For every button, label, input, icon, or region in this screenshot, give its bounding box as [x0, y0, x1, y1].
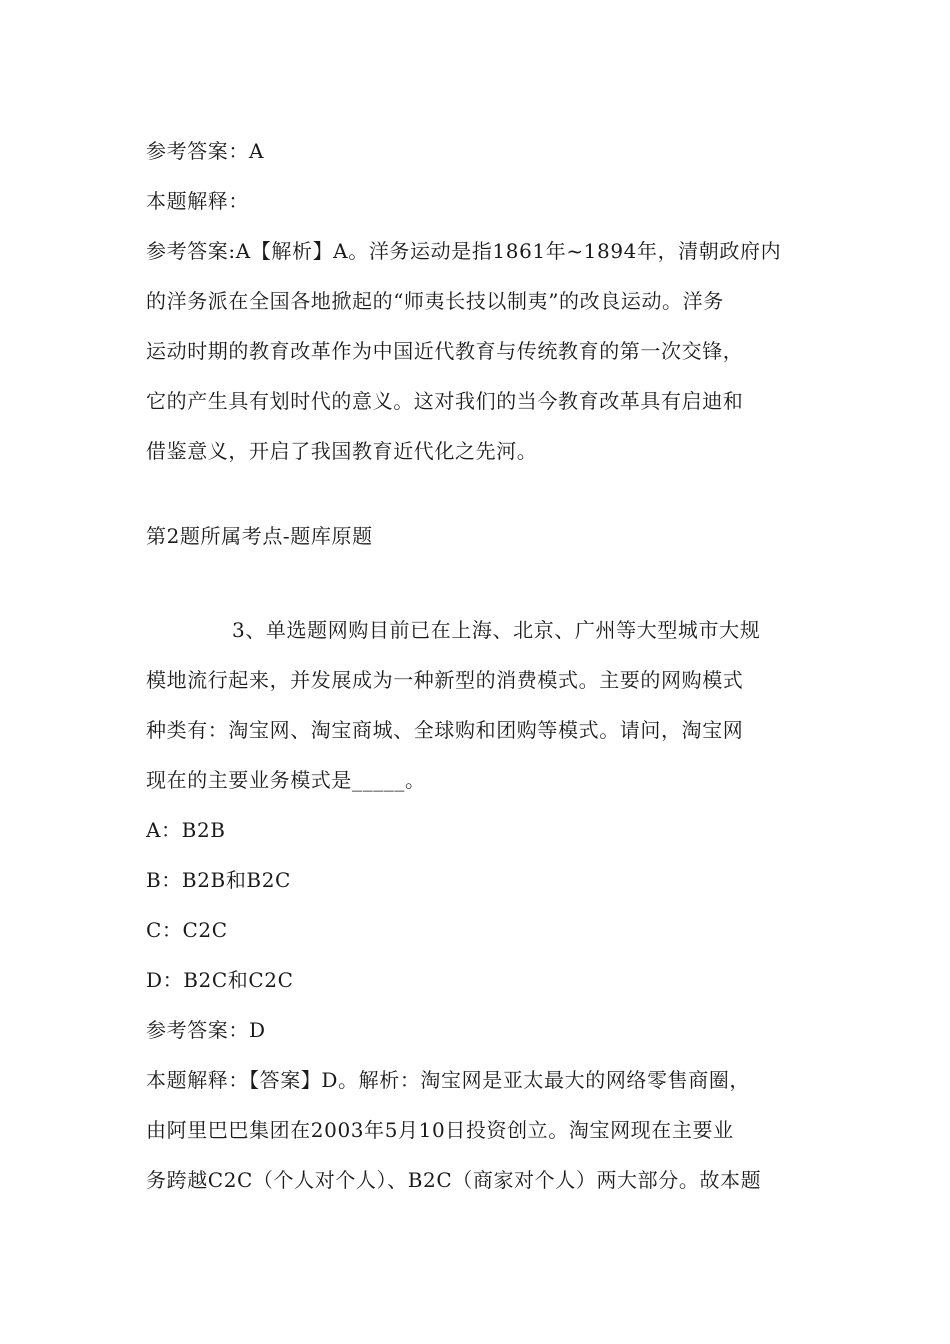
- q3-question-line: 模地流行起来，并发展成为一种新型的消费模式。主要的网购模式: [146, 668, 744, 692]
- q1-explain-line: 运动时期的教育改革作为中国近代教育与传统教育的第一次交锋，: [146, 339, 744, 363]
- q1-explain-line: 它的产生具有划时代的意义。这对我们的当今教育改革具有启迪和: [146, 389, 744, 413]
- q3-answer: 参考答案：D: [146, 1018, 266, 1042]
- section-spacer: [146, 476, 810, 511]
- q1-explain-line: 的洋务派在全国各地掀起的“师夷长技以制夷”的改良运动。洋务: [146, 289, 724, 313]
- q3-option-b: B：B2B和B2C: [146, 868, 291, 892]
- q1-answer: 参考答案：A: [146, 139, 265, 163]
- q3-question-line: 现在的主要业务模式是_____。: [146, 768, 426, 792]
- document-body: [146, 126, 810, 1205]
- q3-question-line: 3、单选题网购目前已在上海、北京、广州等大型城市大规: [232, 618, 761, 642]
- question-spacer: [146, 561, 810, 605]
- q1-explain-label: 本题解释：: [146, 189, 249, 213]
- q3-question-line: 种类有：淘宝网、淘宝商城、全球购和团购等模式。请问，淘宝网: [146, 718, 744, 742]
- q3-explain-line: 务跨越C2C（个人对个人）、B2C（商家对个人）两大部分。故本题: [146, 1168, 762, 1192]
- q3-explain-line: 本题解释：【答案】D。解析：淘宝网是亚太最大的网络零售商圈，: [146, 1068, 751, 1092]
- q1-explain-line: 借鉴意义，开启了我国教育近代化之先河。: [146, 439, 538, 463]
- section-note: 第2题所属考点-题库原题: [146, 524, 373, 548]
- q1-explain-line: 参考答案:A【解析】A。洋务运动是指1861年~1894年，清朝政府内: [146, 239, 782, 263]
- q3-explain-line: 由阿里巴巴集团在2003年5月10日投资创立。淘宝网现在主要业: [146, 1118, 734, 1142]
- q3-option-c: C：C2C: [146, 918, 228, 942]
- q3-option-d: D：B2C和C2C: [146, 968, 294, 992]
- q3-option-a: A：B2B: [146, 818, 226, 842]
